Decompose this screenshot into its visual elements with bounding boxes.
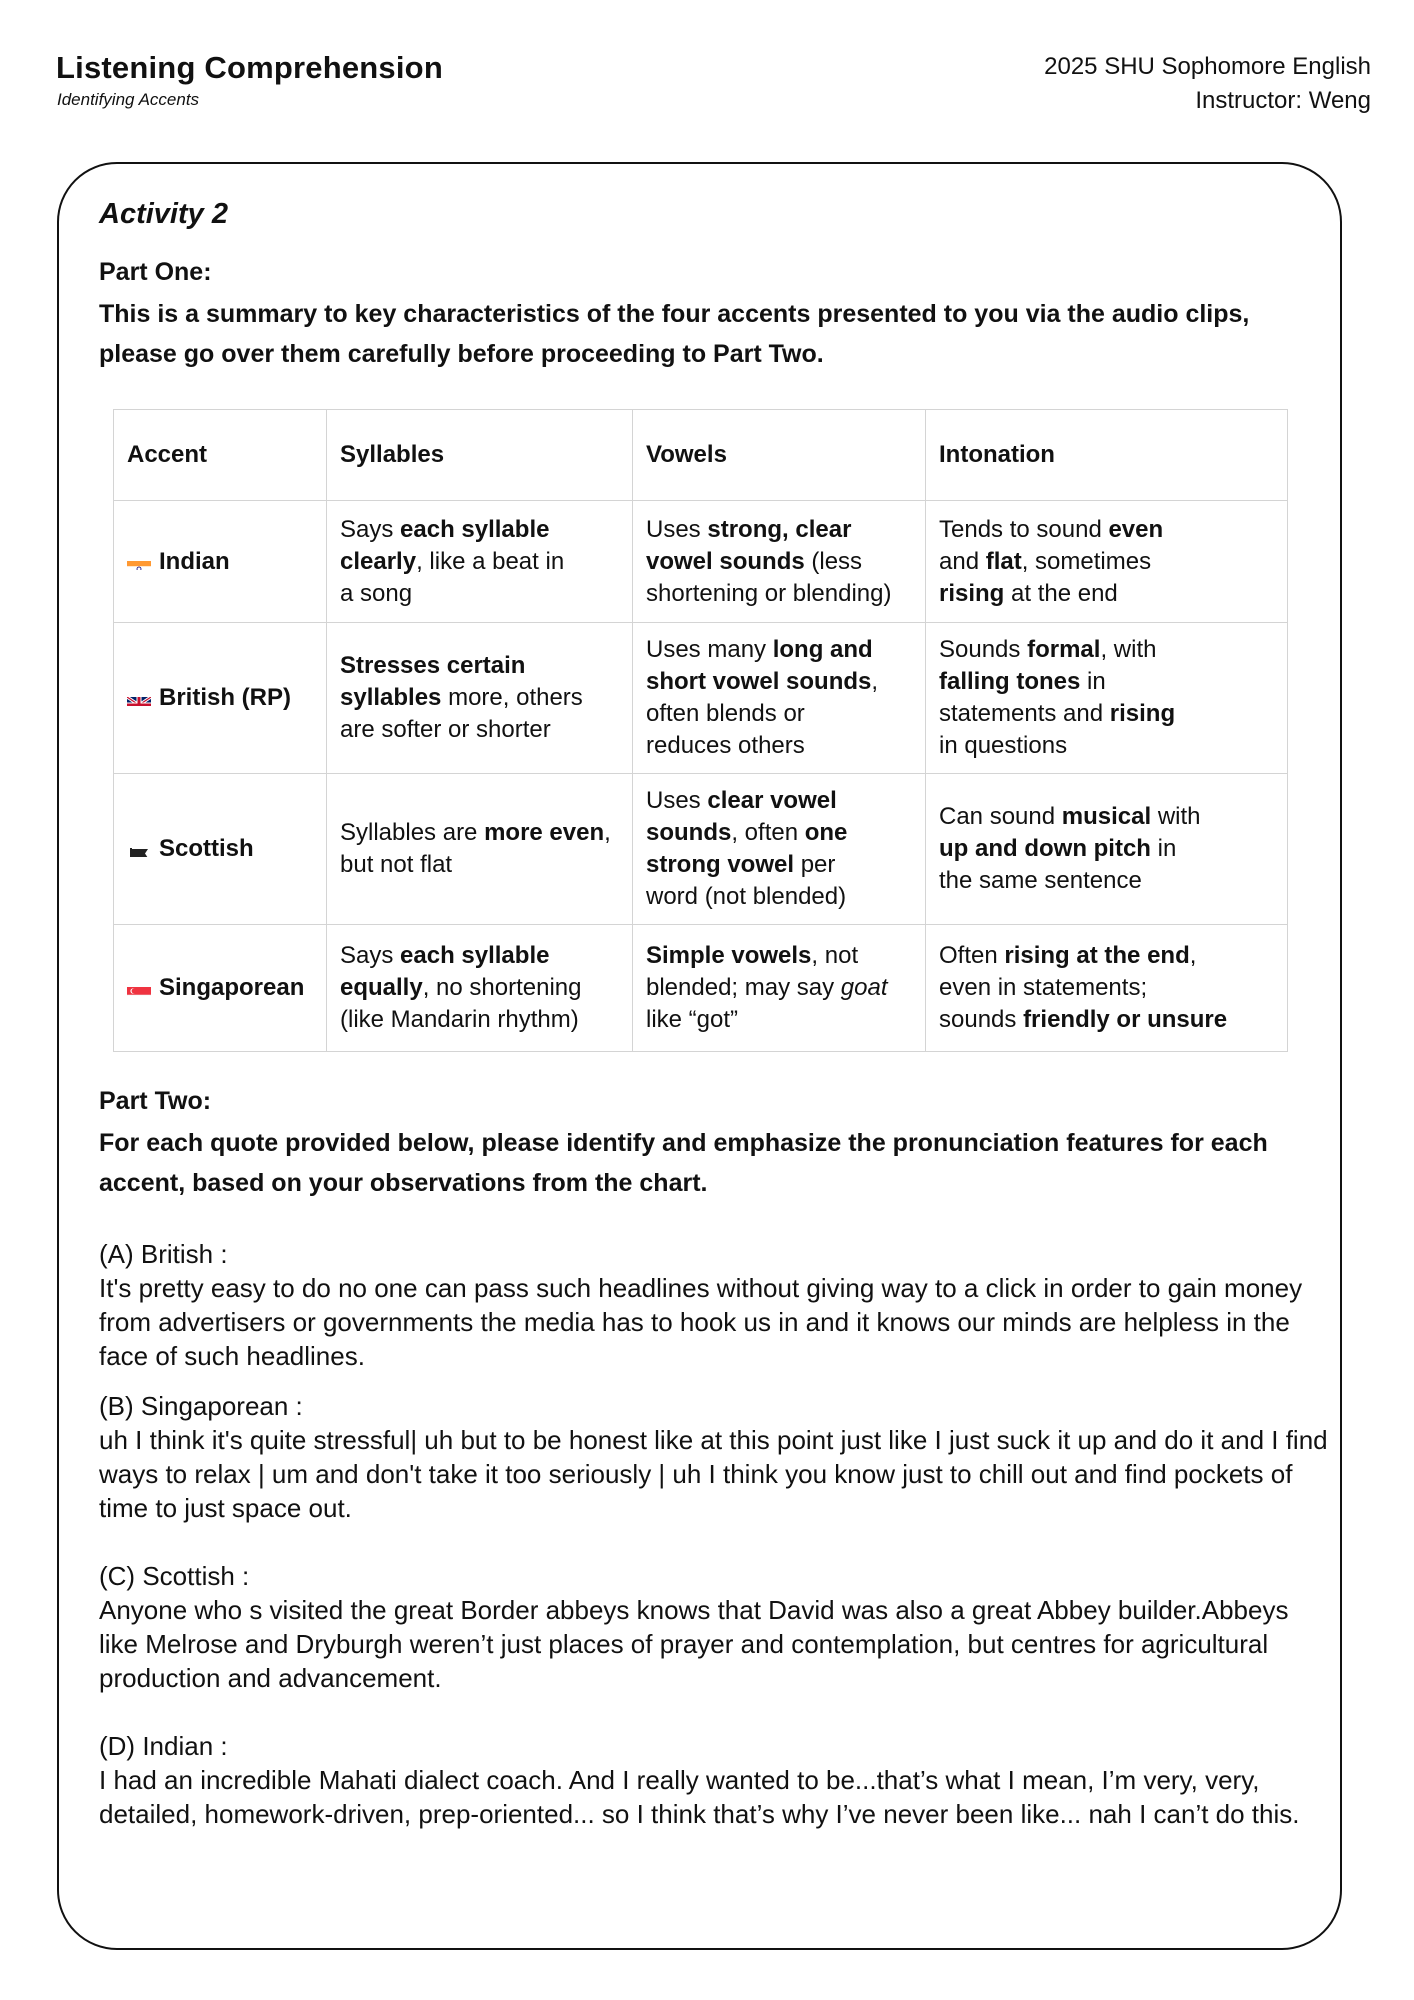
cell-text: even in statements; xyxy=(939,974,1148,1001)
syllables-cell xyxy=(327,774,633,925)
header-syllables: Syllables xyxy=(327,410,633,501)
course-name: 2025 SHU Sophomore English xyxy=(1044,53,1371,80)
quote-item xyxy=(99,1729,1329,1831)
intonation-cell xyxy=(926,501,1288,623)
syllables-cell xyxy=(327,623,633,774)
cell-text: strong vowel xyxy=(646,851,795,878)
table-row xyxy=(114,501,1288,623)
accent-table xyxy=(113,409,1288,1052)
cell-text: like “got” xyxy=(646,1006,739,1033)
part-one-label: Part One: xyxy=(99,258,212,286)
cell-text: Often xyxy=(939,942,1005,969)
cell-text: clearly xyxy=(340,547,417,575)
quote-text: I had an incredible Mahati dialect coach. And I really wanted to be...that’s what I mean, I’m very, very, detailed, homework-driven, prep-oriented... so I think that’s why I’ve never been like... nah I can’t do this. xyxy=(99,1765,1300,1829)
accent-name: British (RP) xyxy=(159,684,291,711)
cell-text: , no shortening xyxy=(422,974,582,1001)
vowels-cell xyxy=(633,623,926,774)
cell-text: , xyxy=(871,668,879,695)
cell-text: Tends to sound xyxy=(939,515,1109,543)
cell-text: up and down pitch xyxy=(939,835,1151,862)
cell-text: syllables xyxy=(340,684,442,711)
quote-label: (A) British : xyxy=(99,1239,228,1269)
cell-text: each syllable xyxy=(400,942,550,969)
cell-text: falling tones xyxy=(939,668,1081,695)
quote-label: (B) Singaporean : xyxy=(99,1391,303,1421)
vowels-cell xyxy=(633,925,926,1052)
cell-text: statements and xyxy=(939,700,1110,727)
quote-item xyxy=(99,1237,1329,1373)
instructor-name: Instructor: Weng xyxy=(1195,87,1371,114)
intonation-cell xyxy=(926,623,1288,774)
cell-text: are softer or shorter xyxy=(340,716,551,743)
quote-text: uh I think it's quite stressful| uh but to be honest like at this point just like I just suck it up and do it and I find ways to relax | um and don't take it too seriously | uh I think you know just to chill out and find pockets of time to just space out. xyxy=(99,1425,1328,1523)
intonation-cell xyxy=(926,774,1288,925)
cell-text: clear vowel xyxy=(707,787,837,814)
cell-text: long and xyxy=(772,636,873,663)
quote-text: It's pretty easy to do no one can pass such headlines without giving way to a click in order to gain money from advertisers or governments the media has to hook us in and it knows our minds are helpless in the face of such headlines. xyxy=(99,1273,1303,1371)
cell-text: often blends or xyxy=(646,700,805,727)
quote-item xyxy=(99,1559,1329,1695)
cell-text: and xyxy=(939,547,986,575)
cell-text: formal xyxy=(1027,636,1101,663)
cell-text: equally xyxy=(340,974,423,1001)
cell-text: vowel sounds xyxy=(646,547,805,575)
table-row xyxy=(114,925,1288,1052)
table-header-row xyxy=(114,410,1288,501)
cell-text: per xyxy=(794,851,836,878)
part-one-instruction: This is a summary to key characteristics of the four accents presented to you via the audio clips, please go over them carefully before proceeding to Part Two. xyxy=(99,300,1250,368)
singapore-flag-icon xyxy=(127,980,151,996)
cell-text: , xyxy=(1189,942,1197,969)
accent-name: Scottish xyxy=(159,835,254,862)
header-accent: Accent xyxy=(114,410,327,501)
cell-text: short vowel sounds xyxy=(646,668,872,695)
accent-name: Singaporean xyxy=(159,974,305,1001)
cell-text: , sometimes xyxy=(1021,547,1152,575)
header-intonation: Intonation xyxy=(926,410,1288,501)
accent-name: Indian xyxy=(159,547,230,575)
cell-text: rising at the end xyxy=(1004,942,1190,969)
cell-text: , xyxy=(604,819,611,846)
quote-label: (C) Scottish : xyxy=(99,1561,250,1591)
cell-text: in xyxy=(1080,668,1106,695)
cell-text: Can sound xyxy=(939,803,1062,830)
quote-label: (D) Indian : xyxy=(99,1731,228,1761)
cell-text: flat xyxy=(985,547,1022,575)
cell-text: strong, clear xyxy=(707,515,852,543)
part-two-label: Part Two: xyxy=(99,1087,212,1115)
cell-text: Simple vowels xyxy=(646,942,812,969)
cell-text: a song xyxy=(340,579,413,607)
cell-text: , not xyxy=(811,942,859,969)
quote-text: Anyone who s visited the great Border abbeys knows that David was also a great Abbey builder.Abbeys like Melrose and Dryburgh weren’t just places of prayer and contemplation, but centres for agricultural production and advancement. xyxy=(99,1595,1289,1693)
cell-text: blended; may say xyxy=(646,974,841,1001)
cell-text: in questions xyxy=(939,732,1068,759)
cell-text: the same sentence xyxy=(939,867,1142,894)
accent-cell xyxy=(114,925,327,1052)
cell-text: one xyxy=(804,819,848,846)
quotes-section xyxy=(99,1237,1329,1831)
cell-text: Syllables are xyxy=(340,819,485,846)
cell-text: friendly or unsure xyxy=(1023,1006,1228,1033)
cell-text: , like a beat in xyxy=(416,547,565,575)
accent-cell xyxy=(114,623,327,774)
black-flag-icon xyxy=(127,841,151,857)
cell-text: in xyxy=(1150,835,1177,862)
cell-text: , with xyxy=(1100,636,1157,663)
syllables-cell xyxy=(327,925,633,1052)
vowels-cell xyxy=(633,501,926,623)
cell-text: but not flat xyxy=(340,851,453,878)
cell-text: , often xyxy=(731,819,805,846)
cell-text: sounds xyxy=(939,1006,1024,1033)
table-row xyxy=(114,623,1288,774)
cell-text: even xyxy=(1108,515,1164,543)
india-flag-icon xyxy=(127,554,151,570)
uk-flag-icon xyxy=(127,690,151,706)
cell-text: at the end xyxy=(1004,579,1118,607)
table-row xyxy=(114,774,1288,925)
syllables-cell xyxy=(327,501,633,623)
cell-text: Sounds xyxy=(939,636,1028,663)
cell-text: Says xyxy=(340,515,401,543)
accent-cell xyxy=(114,501,327,623)
header-vowels: Vowels xyxy=(633,410,926,501)
cell-text: with xyxy=(1151,803,1201,830)
accent-cell xyxy=(114,774,327,925)
cell-text: each syllable xyxy=(400,515,550,543)
header-title: Listening Comprehension xyxy=(56,50,443,85)
intonation-cell xyxy=(926,925,1288,1052)
cell-text: reduces others xyxy=(646,732,805,759)
cell-text: word (not blended) xyxy=(646,883,847,910)
quote-item xyxy=(99,1389,1329,1525)
cell-text: (like Mandarin rhythm) xyxy=(340,1006,579,1033)
cell-text: goat xyxy=(840,974,888,1001)
cell-text: sounds xyxy=(646,819,732,846)
cell-text: rising xyxy=(1109,700,1176,727)
cell-text: shortening or blending) xyxy=(646,579,892,607)
cell-text: musical xyxy=(1061,803,1152,830)
cell-text: Uses many xyxy=(646,636,773,663)
vowels-cell xyxy=(633,774,926,925)
header-subtitle: Identifying Accents xyxy=(57,90,200,109)
cell-text: Stresses certain xyxy=(340,652,526,679)
cell-text: (less xyxy=(804,547,863,575)
course-info xyxy=(1044,50,1371,118)
cell-text: more even xyxy=(484,819,605,846)
part-two-instruction: For each quote provided below, please identify and emphasize the pronunciation features for each accent, based on your observations from the chart. xyxy=(99,1129,1268,1197)
cell-text: Uses xyxy=(646,515,708,543)
activity-title: Activity 2 xyxy=(99,198,228,230)
cell-text: Says xyxy=(340,942,401,969)
cell-text: rising xyxy=(939,579,1005,607)
cell-text: Uses xyxy=(646,787,708,814)
cell-text: more, others xyxy=(441,684,583,711)
